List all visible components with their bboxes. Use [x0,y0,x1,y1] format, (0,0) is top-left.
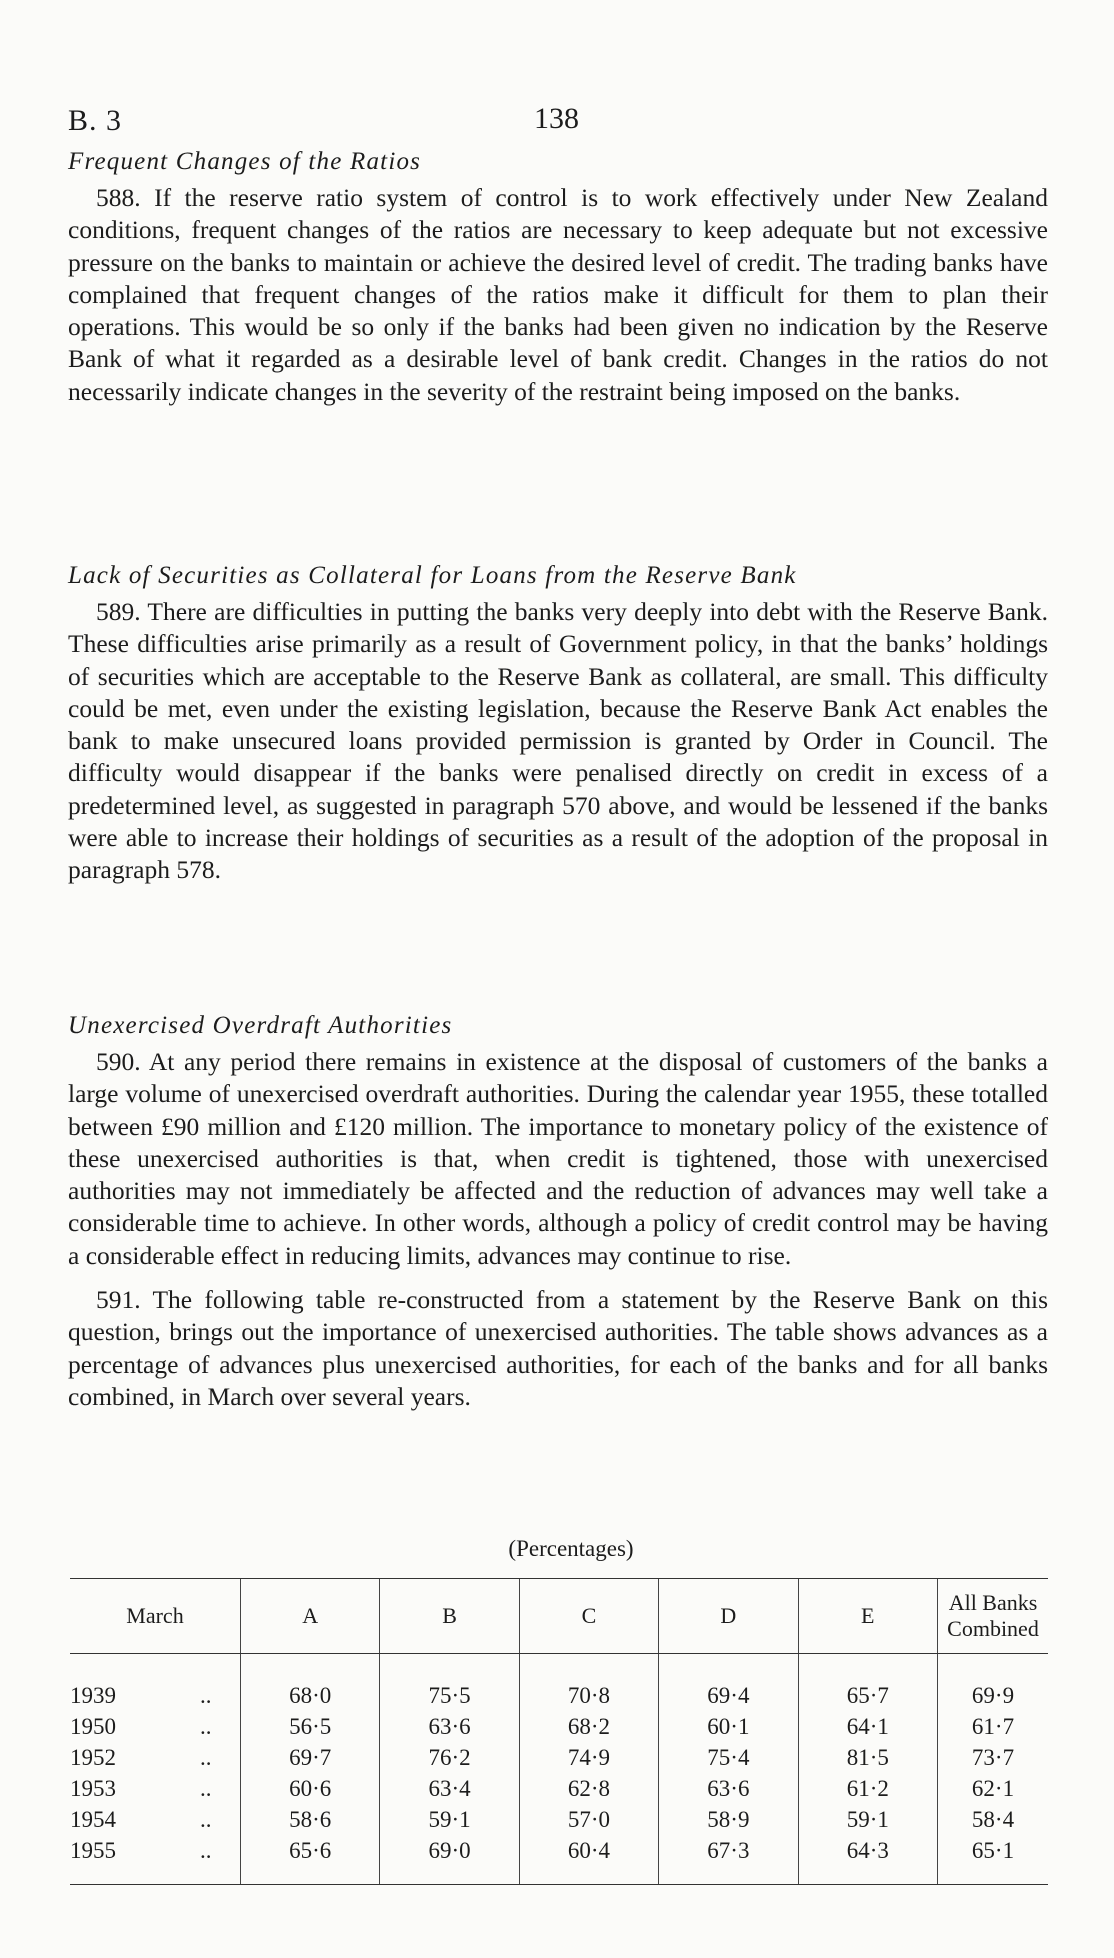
value-cell: 61·2 [798,1773,937,1804]
table-header-row [70,1579,1048,1654]
table-row [70,1711,1048,1742]
value-cell: 76·2 [380,1742,519,1773]
section-heading: Frequent Changes of the Ratios [68,148,422,175]
value-cell: 65·6 [241,1835,380,1885]
table-caption: (Percentages) [508,1536,634,1561]
column-header-c: C [519,1579,658,1654]
value-cell: 57·0 [519,1804,658,1835]
section-unexercised-overdraft [68,1010,1048,1413]
document-reference: B. 3 [68,104,123,137]
year-cell: 1952 [70,1745,116,1770]
value-cell: 69·9 [938,1654,1049,1712]
value-cell: 67·3 [659,1835,798,1885]
column-header-b: B [380,1579,519,1654]
value-cell: 64·3 [798,1835,937,1885]
year-cell: 1939 [70,1683,116,1708]
value-cell: 59·1 [380,1804,519,1835]
table-row [70,1654,1048,1712]
leader-dots: .. [200,1745,212,1770]
table-row [70,1742,1048,1773]
column-header-a: A [241,1579,380,1654]
leader-dots: .. [200,1835,241,1885]
section-frequent-changes [68,146,1048,408]
table-row [70,1835,1048,1885]
value-cell: 65·7 [798,1654,937,1712]
value-cell: 60·1 [659,1711,798,1742]
value-cell: 62·8 [519,1773,658,1804]
value-cell: 58·9 [659,1804,798,1835]
section-heading: Lack of Securities as Collateral for Loans from the Reserve Bank [68,562,797,589]
leader-dots: .. [200,1714,212,1739]
year-cell: 1953 [70,1776,116,1801]
paragraph-588: 588. If the reserve ratio system of control is to work effectively under New Zealand conditions, frequent changes of the ratios are necessary to keep adequate but not excessive pressure on the banks to maintain or achieve the desired level of credit. The trading banks have complained that frequent changes of the ratios make it difficult for them to plan their operations. This would be so only if the banks had been given no indication by the Reserve Bank of what it regarded as a desirable level of bank credit. Changes in the ratios do not necessarily indicate changes in the severity of the restraint being imposed on the banks. [68,183,1048,406]
value-cell: 62·1 [938,1773,1049,1804]
value-cell: 81·5 [798,1742,937,1773]
column-header-d: D [659,1579,798,1654]
paragraph-590: 590. At any period there remains in existence at the disposal of customers of the banks a large volume of unexercised overdraft authorities. During the calendar year 1955, these totalled between £90 million and £120 million. The importance to monetary policy of the existence of these unexercised authorities is that, when credit is tightened, those with unexercised authorities may not immediately be affected and the reduction of advances may well take a considerable time to achieve. In other words, although a policy of credit control may be having a considerable effect in reducing limits, advances may continue to rise. [68,1047,1048,1270]
table-row [70,1773,1048,1804]
value-cell: 58·6 [241,1804,380,1835]
value-cell: 60·6 [241,1773,380,1804]
leader-dots: .. [200,1776,212,1801]
value-cell: 63·6 [659,1773,798,1804]
table-row [70,1804,1048,1835]
value-cell: 65·1 [938,1835,1049,1885]
paragraph-591: 591. The following table re-constructed from a statement by the Reserve Bank on this question, brings out the importance of unexercised authorities. The table shows advances as a percentage of advances plus unexercised authorities, for each of the banks and for all banks combined, in March over several years. [68,1285,1048,1411]
leader-dots: .. [200,1683,212,1708]
value-cell: 69·7 [241,1742,380,1773]
value-cell: 60·4 [519,1835,658,1885]
section-heading: Unexercised Overdraft Authorities [68,1012,453,1039]
value-cell: 59·1 [798,1804,937,1835]
value-cell: 69·0 [380,1835,519,1885]
year-cell: 1950 [70,1714,116,1739]
value-cell: 56·5 [241,1711,380,1742]
value-cell: 63·6 [380,1711,519,1742]
paragraph-589: 589. There are difficulties in putting the banks very deeply into debt with the Reserve Bank. These difficulties arise primarily as a result of Government policy, in that the banks’ holdings of securities which are acceptable to the Reserve Bank as collateral, are small. This difficulty could be met, even under the existing legislation, because the Reserve Bank Act enables the bank to make unsecured loans provided permission is granted by Order in Council. The difficulty would disappear if the banks were penalised directly on credit in excess of a predetermined level, as suggested in paragraph 570 above, and would be lessened if the banks were able to increase their holdings of securities as a result of the adoption of the proposal in paragraph 578. [68,597,1048,885]
value-cell: 75·4 [659,1742,798,1773]
value-cell: 70·8 [519,1654,658,1712]
year-cell: 1954 [70,1807,116,1832]
value-cell: 74·9 [519,1742,658,1773]
value-cell: 64·1 [798,1711,937,1742]
value-cell: 68·0 [241,1654,380,1712]
page-header [68,104,1054,144]
leader-dots: .. [200,1807,212,1832]
value-cell: 61·7 [938,1711,1049,1742]
percentages-table [70,1578,1048,1885]
column-header-all-banks: All Banks Combined [938,1579,1049,1654]
value-cell: 75·5 [380,1654,519,1712]
column-header-march: March [70,1579,241,1654]
value-cell: 73·7 [938,1742,1049,1773]
page-number: 138 [534,102,579,135]
year-cell: 1955 [70,1835,200,1885]
column-header-e: E [798,1579,937,1654]
value-cell: 68·2 [519,1711,658,1742]
section-lack-of-securities [68,560,1048,887]
value-cell: 69·4 [659,1654,798,1712]
value-cell: 63·4 [380,1773,519,1804]
value-cell: 58·4 [938,1804,1049,1835]
